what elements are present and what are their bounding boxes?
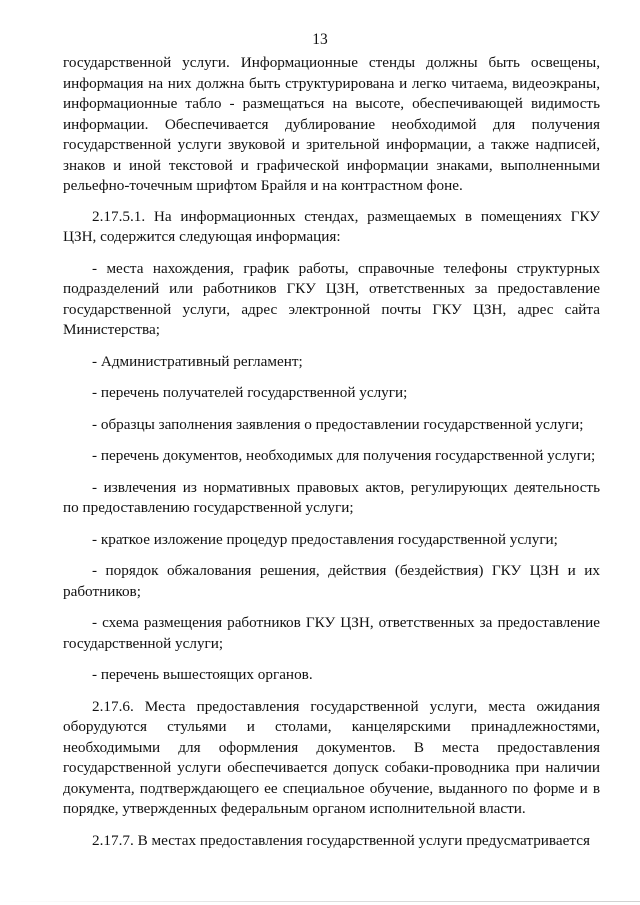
page-number: 13 bbox=[312, 31, 328, 48]
list-item-admin-regulation: - Административный регламент; bbox=[92, 352, 303, 370]
list-item-appeal-procedure: - порядок обжалования решения, действия (бездействия) ГКУ ЦЗН и их работников; bbox=[63, 562, 600, 600]
list-item-procedures-summary: - краткое изложение процедур предоставления государственной услуги; bbox=[92, 530, 558, 548]
list-item-documents-list: - перечень документов, необходимых для получения государственной услуги; bbox=[92, 447, 596, 464]
list-item-legal-extracts: - извлечения из нормативных правовых актов, регулирующих деятельность по предоставлению государственной услуги; bbox=[63, 478, 600, 516]
list-item-application-samples: - образцы заполнения заявления о предоставлении государственной услуги; bbox=[92, 415, 584, 433]
paragraph-2-17-5-1: 2.17.5.1. На информационных стендах, размещаемых в помещениях ГКУ ЦЗН, содержится следующая информация: bbox=[63, 207, 600, 245]
scan-edge-line bbox=[0, 901, 640, 902]
list-item-staff-placement: - схема размещения работников ГКУ ЦЗН, ответственных за предоставление государственной услуги; bbox=[63, 614, 600, 652]
paragraph-2-17-6: 2.17.6. Места предоставления государственной услуги, места ожидания оборудуются стульями и столами, канцелярскими принадлежностями, необходимыми для оформления документов. В места предоставления государственной услуги обеспечивается допуск собаки-проводника при наличии документа, подтверждающего ее специальное обучение, выданного по форме и в порядке, утвержденных федеральным органом исполнительной власти. bbox=[63, 697, 600, 817]
list-item-locations-schedule: - места нахождения, график работы, справочные телефоны структурных подразделений или работников ГКУ ЦЗН, ответственных за предоставление государственной услуги, адрес электронной почты ГКУ ЦЗН, адрес сайта Министерства; bbox=[63, 259, 600, 338]
paragraph-continuation: государственной услуги. Информационные стенды должны быть освещены, информация на них должна быть структурирована и легко читаема, видеоэкраны, информационные табло - размещаться на высоте, обеспечивающей видимость информации. Обеспечивается дублирование необходимой для получения государственной услуги звуковой и зрительной информации, а также надписей, знаков и иной текстовой и графической информации знаками, выполненными рельефно-точечным шрифтом Брайля и на контрастном фоне. bbox=[63, 54, 600, 194]
list-item-recipients: - перечень получателей государственной услуги; bbox=[92, 384, 408, 401]
list-item-higher-authorities: - перечень вышестоящих органов. bbox=[92, 666, 313, 683]
paragraph-2-17-7: 2.17.7. В местах предоставления государственной услуги предусматривается bbox=[92, 831, 590, 849]
document-body bbox=[63, 53, 600, 851]
